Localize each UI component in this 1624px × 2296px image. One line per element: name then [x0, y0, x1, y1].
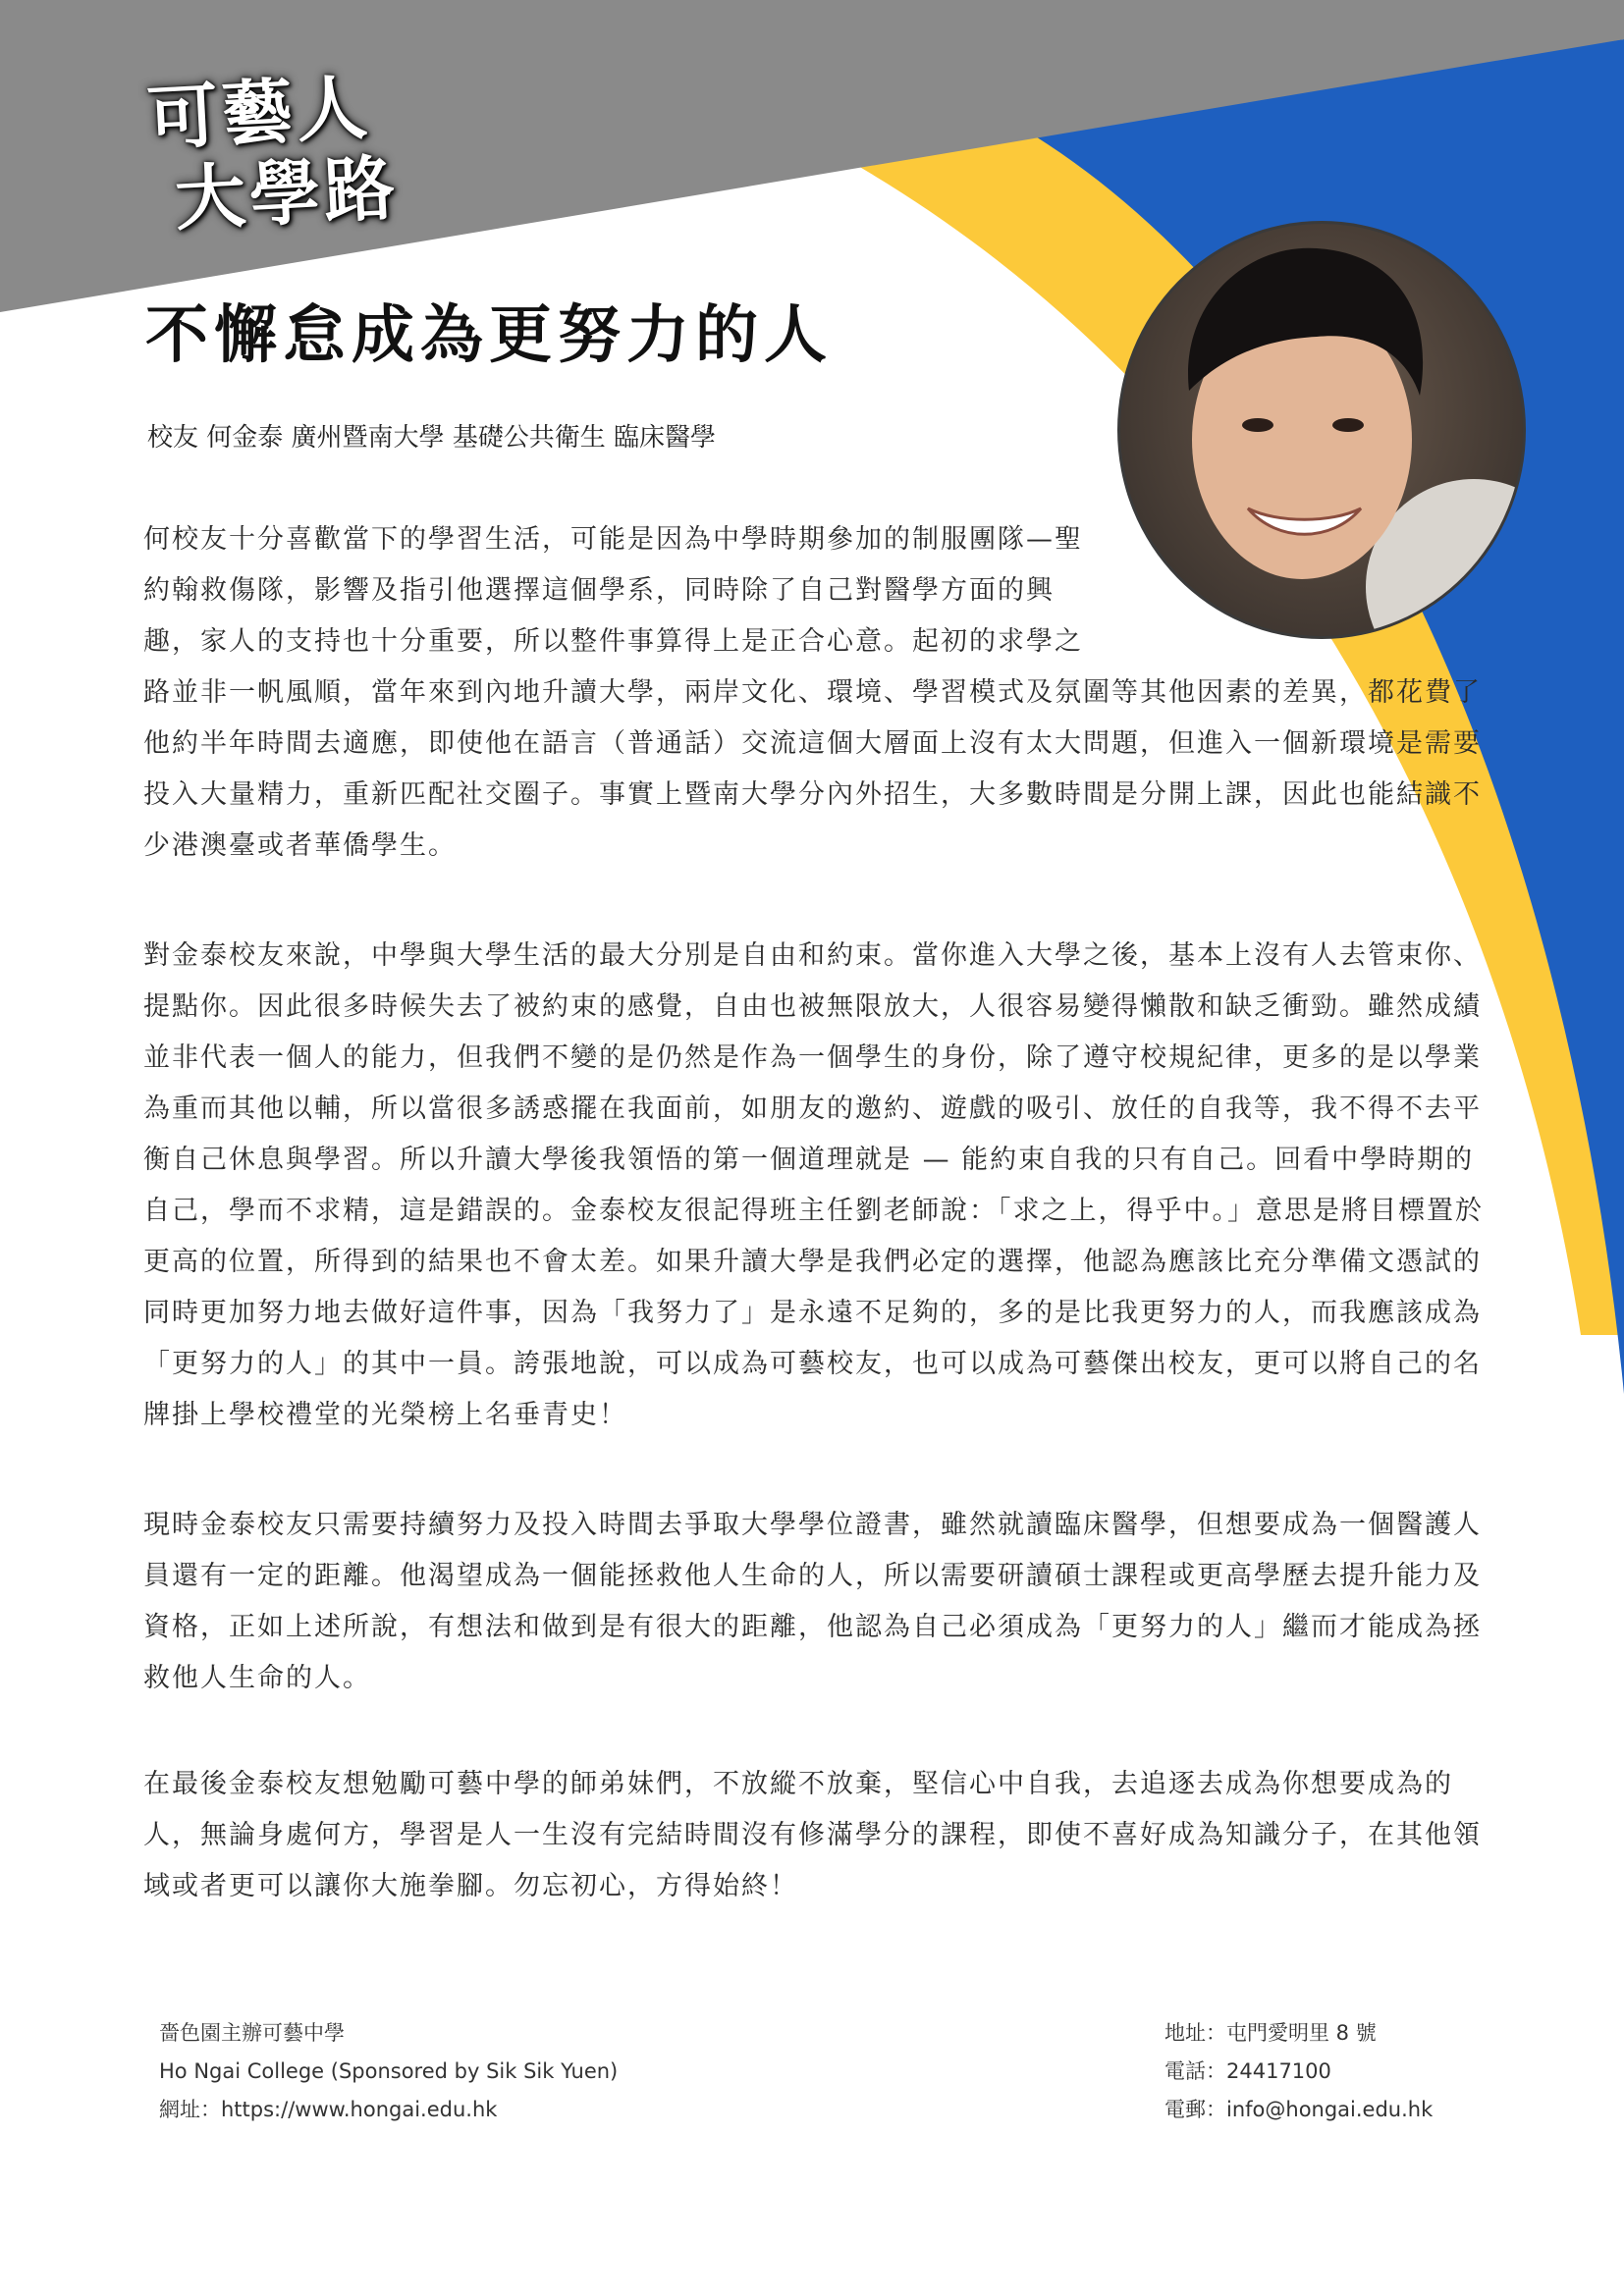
footer-school-info [159, 2014, 846, 2129]
footer-school-chinese-name: 嗇色園主辦可藝中學 [159, 2021, 345, 2045]
logo-line-1: 可藝人 [144, 65, 374, 160]
portrait-right-eye [1332, 418, 1364, 432]
article-paragraph-1: 何校友十分喜歡當下的學習生活，可能是因為中學時期參加的制服團隊—聖約翰救傷隊，影響及指引他選擇這個學系，同時除了自己對醫學方面的興趣，家人的支持也十分重要，所以整件事算得上是正合心意。起初的求學之路並非一帆風順，當年來到內地升讀大學，兩岸文化、環境、學習模式及氛圍等其他因素的差異，都花費了他約半年時間去適應，即使他在語言（普通話）交流這個大層面上沒有太大問題，但進入一個新環境是需要投入大量精力，重新匹配社交圈子。事實上暨南大學分內外招生，大多數時間是分開上課，因此也能結識不少港澳臺或者華僑學生。 [143, 524, 1482, 861]
article-title: 不懈怠成為更努力的人 [145, 299, 833, 372]
footer-website: 網址：https://www.hongai.edu.hk [159, 2098, 498, 2121]
footer-email: 電郵：info@hongai.edu.hk [1164, 2098, 1434, 2121]
school-logo [144, 65, 442, 240]
logo-line-2: 大學路 [172, 145, 402, 240]
article-paragraph-4: 在最後金泰校友想勉勵可藝中學的師弟妹們，不放縱不放棄，堅信心中自我，去追逐去成為你想要成為的人，無論身處何方，學習是人一生沒有完結時間沒有修滿學分的課程，即使不喜好成為知識分子，在其他領域或者更可以讓你大施拳腳。勿忘初心，方得始終！ [143, 1769, 1482, 1901]
article-paragraph-2: 對金泰校友來說，中學與大學生活的最大分別是自由和約束。當你進入大學之後，基本上沒有人去管束你、提點你。因此很多時候失去了被約束的感覺，自由也被無限放大，人很容易變得懶散和缺乏衝勁。雖然成績並非代表一個人的能力，但我們不變的是仍然是作為一個學生的身份，除了遵守校規紀律，更多的是以學業為重而其他以輔，所以當很多誘惑擺在我面前，如朋友的邀約、遊戲的吸引、放任的自我等，我不得不去平衡自己休息與學習。所以升讀大學後我領悟的第一個道理就是 — 能約束自我的只有自己。回看中學時期的自己，學而不求精，這是錯誤的。金泰校友很記得班主任劉老師說：「求之上，得乎中。」意思是將目標置於更高的位置，所得到的結果也不會太差。如果升讀大學是我們必定的選擇，他認為應該比充分準備文憑試的同時更加努力地去做好這件事，因為「我努力了」是永遠不足夠的，多的是比我更努力的人，而我應該成為「更努力的人」的其中一員。誇張地說，可以成為可藝校友，也可以成為可藝傑出校友，更可以將自己的名牌掛上學校禮堂的光榮榜上名垂青史！ [143, 940, 1484, 1430]
footer-phone: 電話：24417100 [1164, 2059, 1331, 2083]
article-paragraph-3: 現時金泰校友只需要持續努力及投入時間去爭取大學學位證書，雖然就讀臨床醫學，但想要成為一個醫護人員還有一定的距離。他渴望成為一個能拯救他人生命的人，所以需要研讀碩士課程或更高學歷去提升能力及資格，正如上述所說，有想法和做到是有很大的距離，他認為自己必須成為「更努力的人」繼而才能成為拯救他人生命的人。 [143, 1510, 1482, 1693]
footer-contact-info [1164, 2014, 1518, 2129]
portrait-left-eye [1242, 418, 1273, 432]
footer-school-english-name: Ho Ngai College (Sponsored by Sik Sik Yuen) [159, 2059, 619, 2083]
article-subtitle: 校友 何金泰 廣州暨南大學 基礎公共衛生 臨床醫學 [147, 423, 717, 453]
footer-address: 地址：屯門愛明里 8 號 [1164, 2021, 1377, 2045]
